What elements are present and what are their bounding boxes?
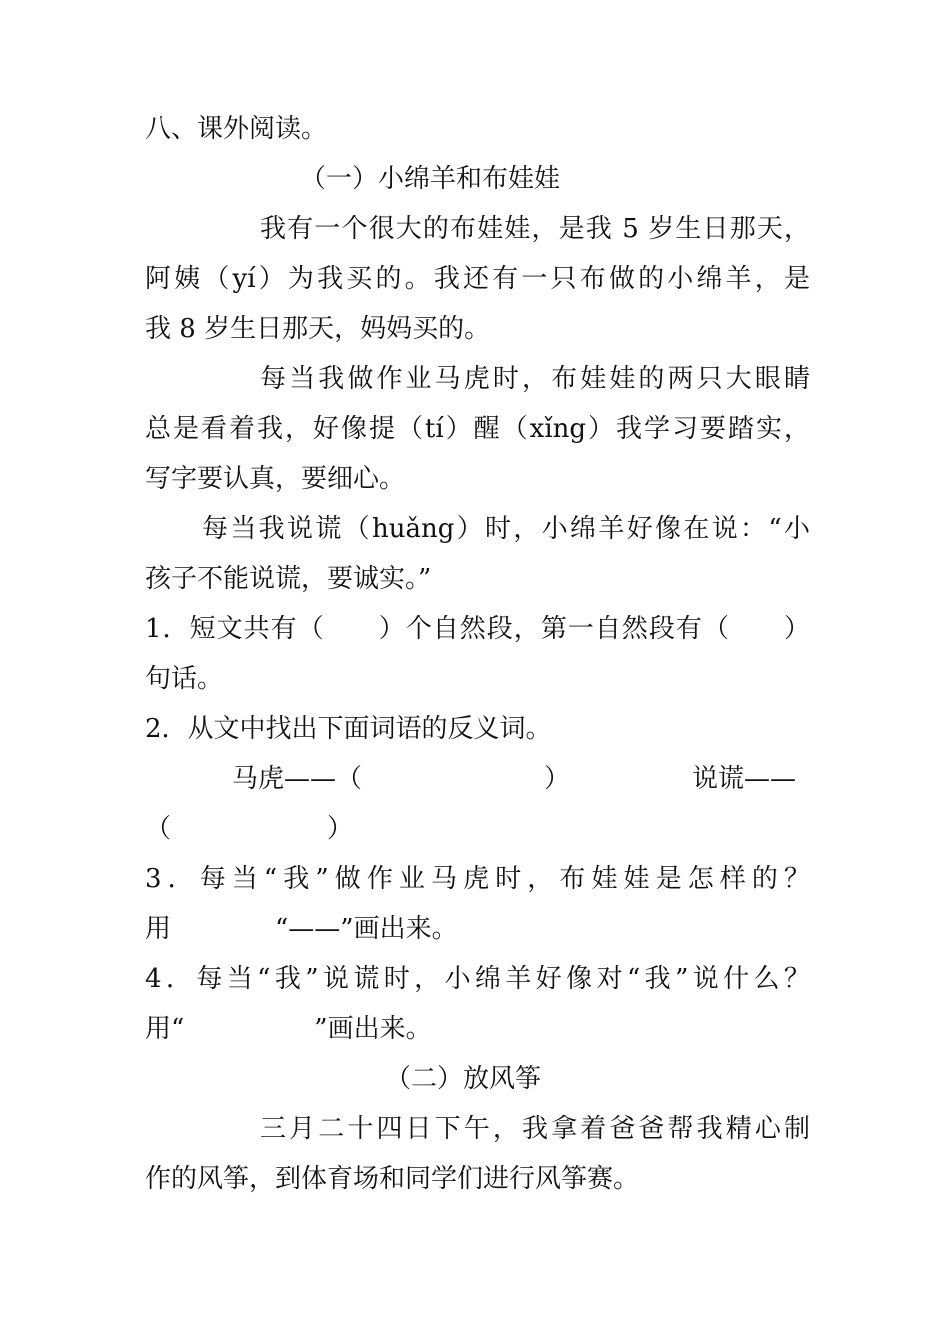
question-3-line2: 用 “——”画出来。: [145, 914, 458, 944]
passage1-p2-line1: 每当我做作业马虎时，布娃娃的两只大眼睛: [260, 364, 810, 394]
passage1-p2-line3: 写字要认真，要细心。: [145, 464, 406, 494]
passage2-title: （二）放风筝: [385, 1064, 542, 1094]
passage1-p1-line3: 我 8 岁生日那天，妈妈买的。: [145, 314, 491, 344]
question-2: 2．从文中找出下面词语的反义词。: [145, 714, 552, 744]
question-2-item-2: 说谎——: [692, 764, 797, 794]
question-2-item-1: 马虎——（ ）: [232, 764, 571, 794]
passage2-p1-line1: 三月二十四日下午，我拿着爸爸帮我精心制: [260, 1114, 810, 1144]
passage1-p3-line2: 孩子不能说谎，要诚实。”: [145, 564, 432, 594]
question-3-line1: 3．每当“我”做作业马虎时，布娃娃是怎样的？: [145, 864, 810, 894]
question-4-line2: 用“ ”画出来。: [145, 1014, 432, 1044]
passage1-p1-line2: 阿姨（yí）为我买的。我还有一只布做的小绵羊，是: [145, 264, 810, 294]
passage2-p1-line2: 作的风筝，到体育场和同学们进行风筝赛。: [145, 1164, 640, 1194]
question-4-line1: 4．每当“我”说谎时，小绵羊好像对“我”说什么？: [145, 964, 810, 994]
passage1-p3-line1: 每当我说谎（huǎng）时，小绵羊好像在说：“小: [202, 514, 810, 544]
passage1-p1-line1: 我有一个很大的布娃娃，是我 5 岁生日那天，: [260, 214, 810, 244]
question-1-line2: 句话。: [145, 664, 224, 694]
passage1-p2-line2: 总是看着我，好像提（tí）醒（xǐng）我学习要踏实，: [145, 414, 810, 444]
section-heading: 八、课外阅读。: [145, 114, 328, 144]
passage1-title: （一）小绵羊和布娃娃: [300, 164, 561, 194]
question-2-item-2-blank: （ ）: [145, 814, 354, 844]
question-1-line1: 1．短文共有（ ）个自然段，第一自然段有（ ）: [145, 614, 810, 644]
